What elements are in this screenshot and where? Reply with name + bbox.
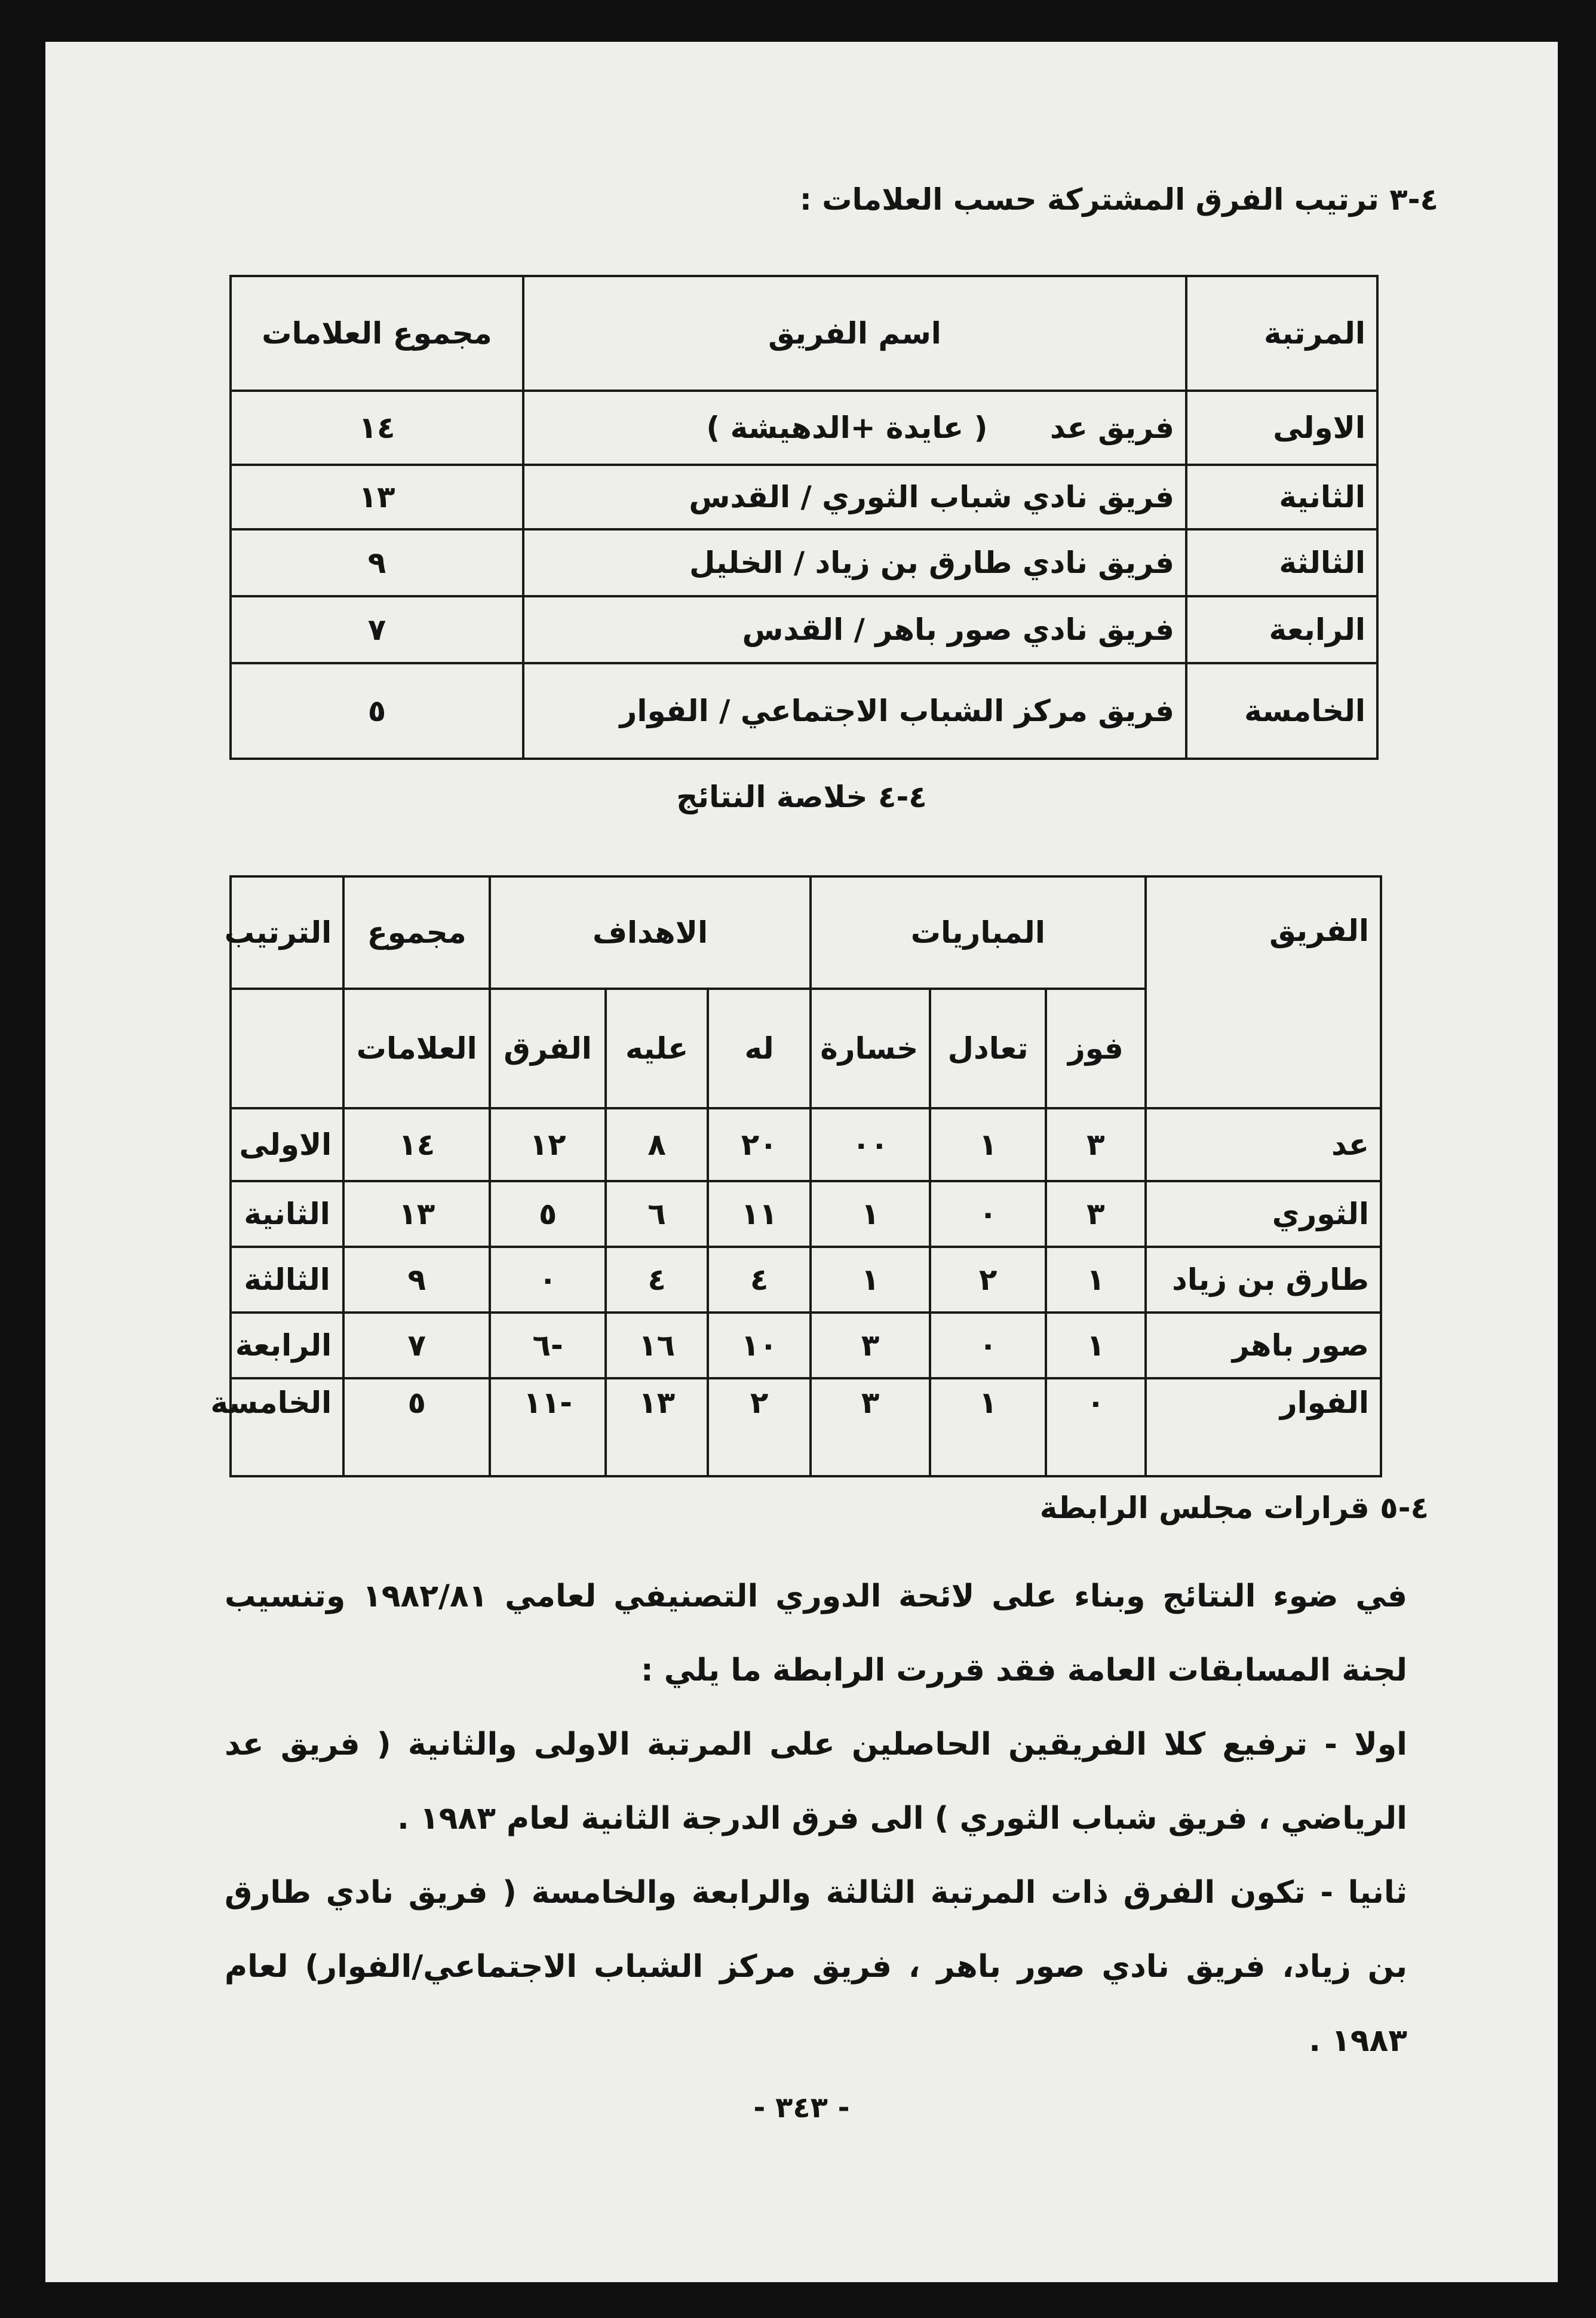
draw-cell: ١: [930, 1378, 1046, 1476]
win-cell: ٣: [1046, 1181, 1146, 1247]
goals-against-cell: ٦: [606, 1181, 708, 1247]
win-cell: ١: [1046, 1313, 1146, 1378]
loss-cell: ١: [811, 1181, 930, 1247]
loss-cell: ٣: [811, 1378, 930, 1476]
goal-diff-header: الفرق: [490, 989, 606, 1108]
rank-cell: الرابعة: [231, 1313, 343, 1378]
draw-cell: ٠: [930, 1181, 1046, 1247]
team-cell: صور باهر: [1146, 1313, 1381, 1378]
rank-cell: الاولى: [231, 1108, 343, 1181]
goals-against-cell: ٤: [606, 1247, 708, 1313]
goal-diff-cell: -٦: [490, 1313, 606, 1378]
table-row: [231, 1247, 1381, 1313]
col-team-header: اسم الفريق: [523, 276, 1186, 391]
page-number: - ٣٤٣ -: [753, 2091, 850, 2124]
win-cell: ٠: [1046, 1378, 1146, 1476]
points-cell: ٧: [343, 1313, 490, 1378]
team-cell: فريق مركز الشباب الاجتماعي / الفوار: [523, 663, 1186, 759]
goals-header: الاهداف: [490, 876, 811, 989]
decisions-paragraph-first: اولا - ترفيع كلا الفريقين الحاصلين على المرتبة الاولى والثانية ( فريق عد الرياضي ، فريق شباب الثوري ) الى فرق الدرجة الثانية لعام ١٩٨٣ .: [225, 1727, 1407, 1836]
decisions-paragraph-intro: في ضوء النتائج وبناء على لائحة الدوري التصنيفي لعامي ١٩٨٢/٨١ وتنسيب لجنة المسابقات العامة فقد قررت الرابطة ما يلي :: [225, 1578, 1407, 1688]
loss-cell: ٣: [811, 1313, 930, 1378]
goals-for-cell: ٢٠: [708, 1108, 810, 1181]
points-cell: ١٤: [343, 1108, 490, 1181]
rank-cell: الرابعة: [1186, 596, 1377, 663]
team-cell: فريق عد ( عايدة +الدهيشة ): [523, 391, 1186, 465]
ranking-header: الترتيب: [231, 876, 343, 989]
team-cell: الثوري: [1146, 1181, 1381, 1247]
goals-for-cell: ٤: [708, 1247, 810, 1313]
rank-cell: الخامسة: [1186, 663, 1377, 759]
points-cell: ١٣: [231, 465, 523, 529]
table-row: [231, 1378, 1381, 1476]
points-cell: ٥: [231, 663, 523, 759]
points-cell: ١٤: [231, 391, 523, 465]
ranking-heading: ٤-٣ ترتيب الفرق المشتركة حسب العلامات :: [799, 182, 1438, 217]
rank-cell: الثانية: [231, 1181, 343, 1247]
table-row: [231, 1313, 1381, 1378]
results-header-row-1: [231, 876, 1381, 989]
decisions-paragraph-second: ثانيا - تكون الفرق ذات المرتبة الثالثة والرابعة والخامسة ( فريق نادي طارق بن زياد، فريق نادي صور باهر ، فريق مركز الشباب الاجتماعي/الفوار) لعام ١٩٨٣ .: [225, 1875, 1407, 2059]
draw-header: تعادل: [930, 989, 1046, 1108]
goals-against-header: عليه: [606, 989, 708, 1108]
results-table: [210, 875, 1382, 1477]
goals-against-cell: ٨: [606, 1108, 708, 1181]
rank-cell: الثانية: [1186, 465, 1377, 529]
goals-against-cell: ١٦: [606, 1313, 708, 1378]
goals-for-cell: ٢: [708, 1378, 810, 1476]
ranking-table: [229, 275, 1379, 760]
goal-diff-cell: ٠: [490, 1247, 606, 1313]
win-cell: ١: [1046, 1247, 1146, 1313]
points-cell: ٩: [343, 1247, 490, 1313]
win-cell: ٣: [1046, 1108, 1146, 1181]
goals-for-cell: ١٠: [708, 1313, 810, 1378]
goals-against-cell: ١٣: [606, 1378, 708, 1476]
points-cell: ١٣: [343, 1181, 490, 1247]
loss-header: خسارة: [811, 989, 930, 1108]
draw-cell: ٠: [930, 1313, 1046, 1378]
col-team-header: الفريق: [1146, 876, 1381, 1108]
team-cell: فريق نادي طارق بن زياد / الخليل: [523, 529, 1186, 596]
table-row: [231, 465, 1377, 529]
rank-cell: الثالثة: [1186, 529, 1377, 596]
points-cell: ٩: [231, 529, 523, 596]
col-points-header: مجموع العلامات: [231, 276, 523, 391]
table-row: [231, 1108, 1381, 1181]
matches-header: المباريات: [811, 876, 1146, 989]
decisions-heading: ٤-٥ قرارات مجلس الرابطة: [1039, 1491, 1429, 1525]
goal-diff-cell: ١٢: [490, 1108, 606, 1181]
points-cell: ٥: [343, 1378, 490, 1476]
team-cell: فريق نادي صور باهر / القدس: [523, 596, 1186, 663]
draw-cell: ٢: [930, 1247, 1046, 1313]
table-row: [231, 596, 1377, 663]
decisions-body: [225, 1559, 1407, 2078]
rank-cell: الخامسة: [231, 1378, 343, 1476]
team-cell: فريق نادي شباب الثوري / القدس: [523, 465, 1186, 529]
empty-cell: [231, 989, 343, 1108]
win-header: فوز: [1046, 989, 1146, 1108]
total-header: مجموع: [343, 876, 490, 989]
goals-for-header: له: [708, 989, 810, 1108]
loss-cell: ١: [811, 1247, 930, 1313]
draw-cell: ١: [930, 1108, 1046, 1181]
team-cell: طارق بن زياد: [1146, 1247, 1381, 1313]
team-cell: عد: [1146, 1108, 1381, 1181]
col-rank-header: المرتبة: [1186, 276, 1377, 391]
points-header: العلامات: [343, 989, 490, 1108]
team-cell: الفوار: [1146, 1378, 1381, 1476]
points-cell: ٧: [231, 596, 523, 663]
table-row: [231, 663, 1377, 759]
rank-cell: الثالثة: [231, 1247, 343, 1313]
rank-cell: الاولى: [1186, 391, 1377, 465]
ranking-header-row: [231, 276, 1377, 391]
document-page: [45, 42, 1558, 2282]
results-heading: ٤-٤ خلاصة النتائج: [676, 780, 927, 814]
table-row: [231, 391, 1377, 465]
table-row: [231, 529, 1377, 596]
table-row: [231, 1181, 1381, 1247]
goal-diff-cell: -١١: [490, 1378, 606, 1476]
goals-for-cell: ١١: [708, 1181, 810, 1247]
loss-cell: ٠٠: [811, 1108, 930, 1181]
goal-diff-cell: ٥: [490, 1181, 606, 1247]
